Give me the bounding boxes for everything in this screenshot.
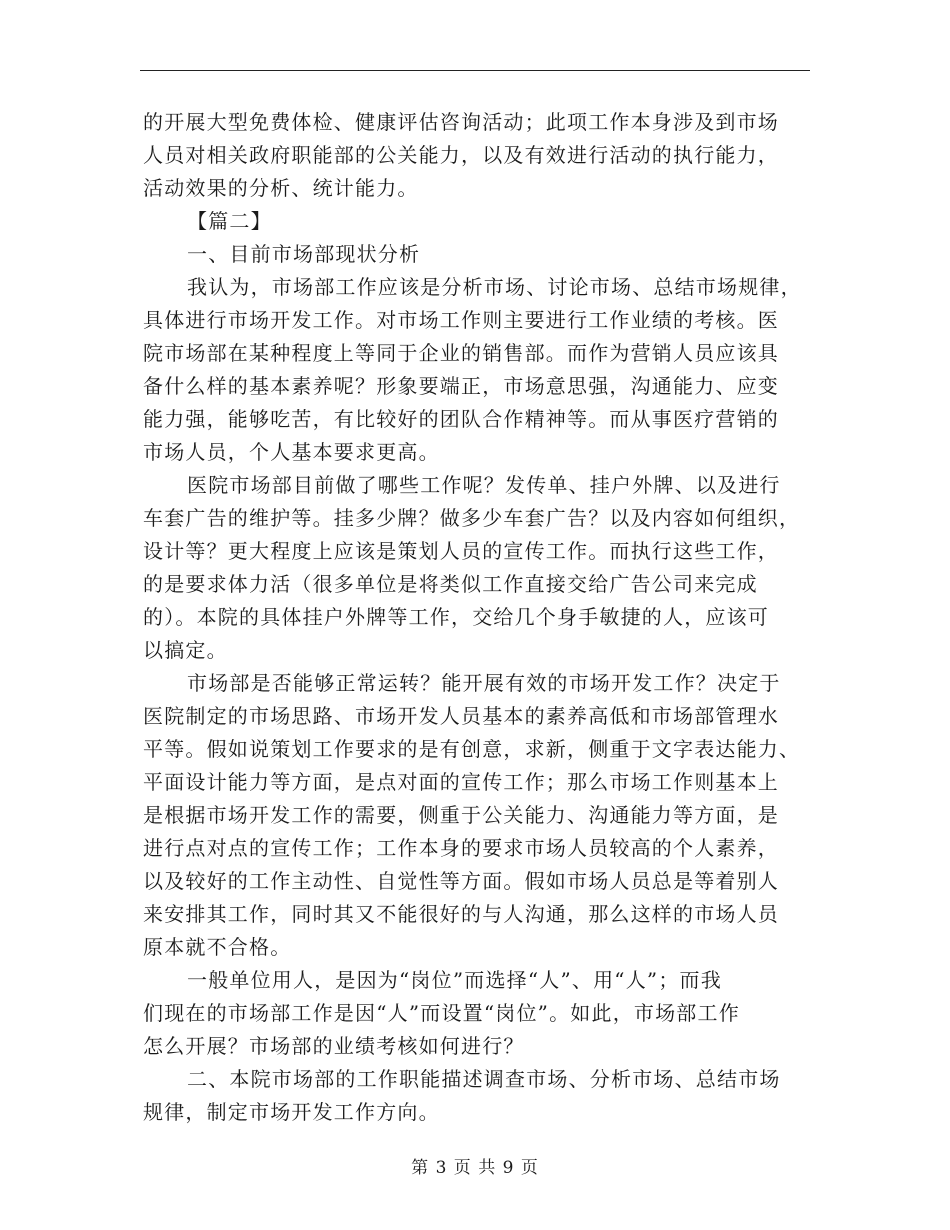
text-line: 具体进行市场开发工作。对市场工作则主要进行工作业绩的考核。医 [143, 308, 779, 332]
paragraph-1 [143, 271, 807, 469]
text-line: 以搞定。 [143, 638, 228, 662]
text-line: 平面设计能力等方面，是点对面的宣传工作；那么市场工作则基本上 [143, 770, 779, 794]
text-line: 院市场部在某种程度上等同于企业的销售部。而作为营销人员应该具 [143, 341, 779, 365]
text-line: 一般单位用人，是因为“岗位”而选择“人”、用“人”；而我 [187, 968, 722, 992]
continuation-paragraph [143, 106, 807, 205]
text-line: 活动效果的分析、统计能力。 [143, 176, 419, 200]
text-line: 进行点对点的宣传工作；工作本身的要求市场人员较高的个人素养， [143, 836, 779, 860]
header-rule [140, 70, 810, 71]
text-line: 人员对相关政府职能部的公关能力，以及有效进行活动的执行能力， [143, 143, 779, 167]
text-line: 医院市场部目前做了哪些工作呢？发传单、挂户外牌、以及进行 [187, 473, 781, 497]
text-line: 医院制定的市场思路、市场开发人员基本的素养高低和市场部管理水 [143, 704, 779, 728]
paragraph-3 [143, 667, 807, 964]
text-line: 是根据市场开发工作的需要，侧重于公关能力、沟通能力等方面，是 [143, 803, 779, 827]
text-line: 的）。本院的具体挂户外牌等工作，交给几个身手敏捷的人，应该可 [143, 605, 769, 629]
text-line: 原本就不合格。 [143, 935, 292, 959]
text-line: 怎么开展？市场部的业绩考核如何进行？ [143, 1034, 525, 1058]
text-line: 的是要求体力活（很多单位是将类似工作直接交给广告公司来完成 [143, 572, 758, 596]
text-line: 设计等？更大程度上应该是策划人员的宣传工作。而执行这些工作， [143, 539, 779, 563]
document-body [143, 106, 807, 1129]
section-heading-1: 一、目前市场部现状分析 [187, 242, 421, 266]
text-line: 二、本院市场部的工作职能描述调查市场、分析市场、总结市场 [187, 1067, 781, 1091]
paragraph-5 [143, 1063, 807, 1129]
text-line: 们现在的市场部工作是因“人”而设置“岗位”。如此，市场部工作 [143, 1001, 740, 1025]
text-line: 市场部是否能够正常运转？能开展有效的市场开发工作？决定于 [187, 671, 781, 695]
section-label: 【篇二】 [187, 209, 272, 233]
text-line: 我认为，市场部工作应该是分析市场、讨论市场、总结市场规律， [187, 275, 802, 299]
text-line: 平等。假如说策划工作要求的是有创意，求新，侧重于文字表达能力、 [143, 737, 801, 761]
text-line: 能力强，能够吃苦，有比较好的团队合作精神等。而从事医疗营销的 [143, 407, 779, 431]
text-line: 来安排其工作，同时其又不能很好的与人沟通，那么这样的市场人员 [143, 902, 779, 926]
text-line: 以及较好的工作主动性、自觉性等方面。假如市场人员总是等着别人 [143, 869, 779, 893]
text-line: 市场人员，个人基本要求更高。 [143, 440, 440, 464]
paragraph-4 [143, 964, 807, 1063]
text-line: 规律，制定市场开发工作方向。 [143, 1100, 440, 1124]
text-line: 的开展大型免费体检、健康评估咨询活动；此项工作本身涉及到市场 [143, 110, 779, 134]
page-number-footer: 第 3 页 共 9 页 [411, 1158, 539, 1178]
paragraph-2 [143, 469, 807, 667]
text-line: 车套广告的维护等。挂多少牌？做多少车套广告？以及内容如何组织， [143, 506, 801, 530]
text-line: 备什么样的基本素养呢？形象要端正，市场意思强，沟通能力、应变 [143, 374, 779, 398]
